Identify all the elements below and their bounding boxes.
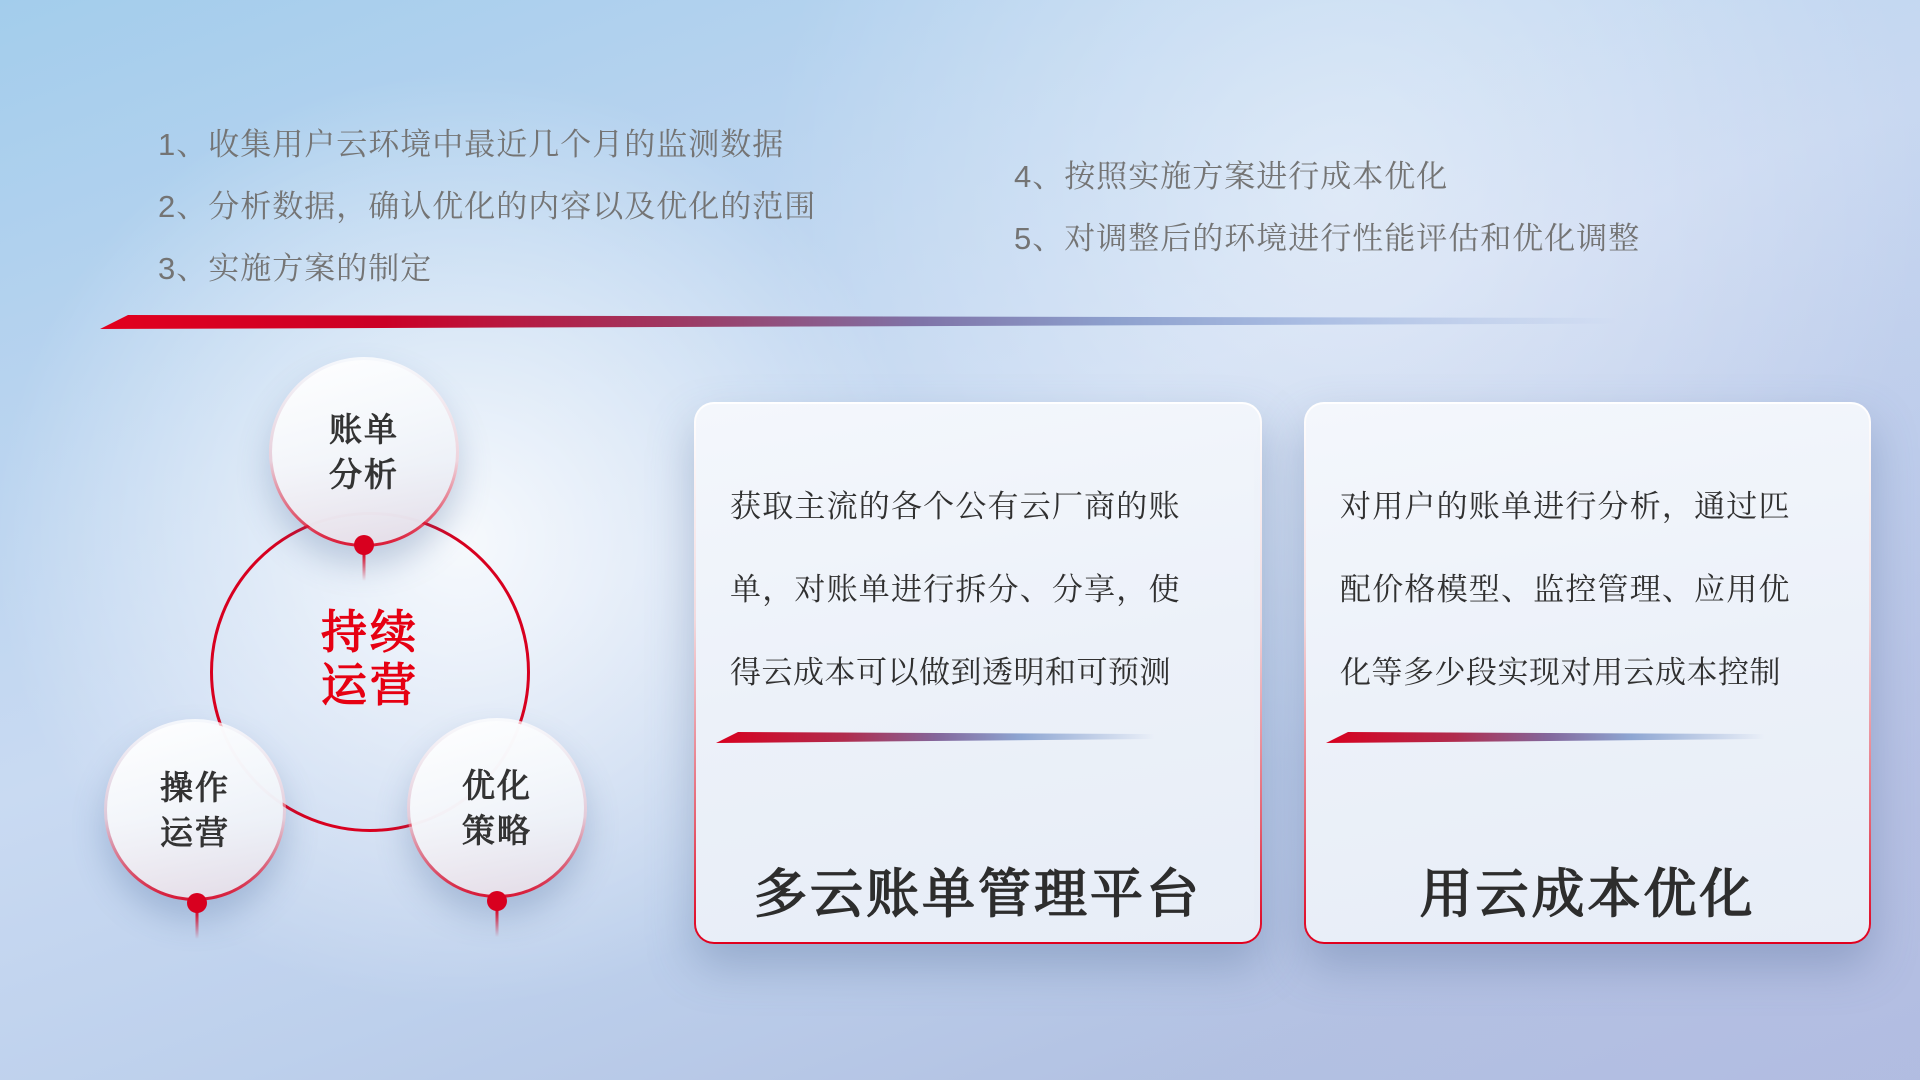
node-bill-analysis-fill [272,360,456,544]
step-3: 3、实施方案的制定 [158,251,433,286]
connector-pin-icon [486,891,508,943]
card-cost-title: 用云成本优化 [1419,865,1756,924]
card-billing-platform [694,402,1262,944]
card-billing-body: 获取主流的各个公有云厂商的账单，对账单进行拆分、分享，使得云成本可以做到透明和可预测 [730,489,1180,690]
cycle-center-label [210,606,530,712]
step-2: 2、分析数据，确认优化的内容以及优化的范围 [158,189,817,224]
card-cost-optimization-inner [1306,404,1869,942]
card-billing-divider [716,732,1178,743]
card-billing-title: 多云账单管理平台 [754,865,1202,924]
connector-pin-icon [186,893,208,945]
node-optimize-strategy-fill [410,721,584,895]
node-optimize-strategy [407,718,587,898]
node-bill-line2: 分析 [329,456,399,493]
node-operate-line1: 操作 [160,769,230,806]
cycle-center-line2: 运营 [321,659,419,711]
step-4: 4、按照实施方案进行成本优化 [1014,159,1449,194]
connector-pin-icon [353,535,375,587]
step-5: 5、对调整后的环境进行性能评估和优化调整 [1014,221,1641,256]
node-bill-line1: 账单 [329,411,399,448]
node-strategy-line2: 策略 [462,812,532,849]
node-bill-analysis [269,357,459,547]
node-operation [104,719,286,901]
node-operation-fill [107,722,283,898]
gradient-divider [100,315,1680,329]
step-1: 1、收集用户云环境中最近几个月的监测数据 [158,127,785,162]
process-steps-left [158,126,816,288]
node-strategy-line1: 优化 [462,767,532,804]
node-operate-line2: 运营 [160,814,230,851]
card-cost-divider [1326,732,1788,743]
card-billing-platform-inner [696,404,1260,942]
card-cost-optimization [1304,402,1871,944]
card-cost-body: 对用户的账单进行分析，通过匹配价格模型、监控管理、应用优化等多少段实现对用云成本控制 [1340,489,1790,690]
process-steps-right [1014,158,1640,258]
cycle-center-line1: 持续 [321,606,419,658]
